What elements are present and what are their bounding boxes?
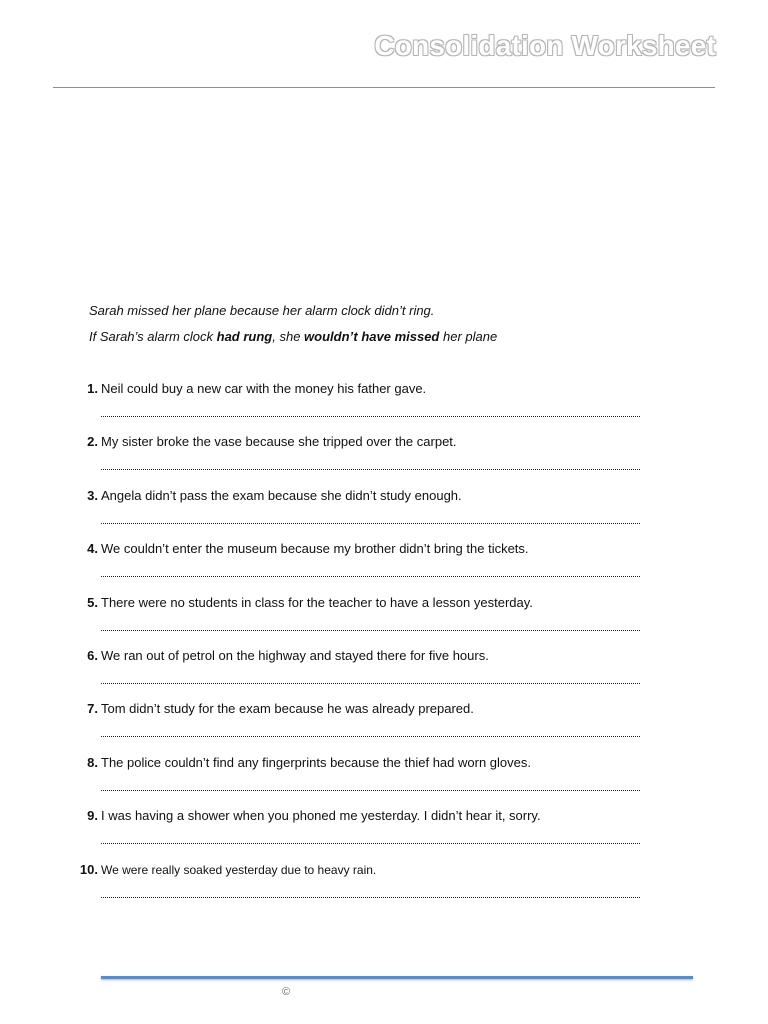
exercise-number: 5. <box>87 594 98 610</box>
answer-line[interactable] <box>101 674 640 684</box>
exercise-number: 1. <box>87 381 98 396</box>
exercise-sentence: We couldn’t enter the museum because my brother didn’t bring the tickets. <box>101 541 529 557</box>
exercise-item <box>72 434 647 487</box>
exercise-number: 8. <box>87 754 98 770</box>
exercise-item <box>72 488 647 541</box>
exercise-number: 10. <box>79 861 98 877</box>
exercise-sentence: Neil could buy a new car with the money his father gave. <box>101 381 427 396</box>
answer-line[interactable] <box>101 727 640 737</box>
example-answer-part: her plane <box>439 329 498 344</box>
exercise-number: 4. <box>87 541 98 557</box>
footer-divider <box>101 976 693 979</box>
exercise-sentence: We ran out of petrol on the highway and stayed there for five hours. <box>101 647 489 663</box>
answer-line[interactable] <box>101 407 640 417</box>
example-answer-bold: had rung <box>216 329 273 344</box>
answer-line[interactable] <box>101 621 640 631</box>
exercise-sentence: We were really soaked yesterday due to heavy rain. <box>101 862 377 877</box>
example-answer-part: If Sarah’s alarm clock <box>89 329 217 344</box>
exercise-sentence: Tom didn’t study for the exam because he was already prepared. <box>101 701 474 717</box>
exercise-list <box>72 381 647 915</box>
page-header-title: Consolidation Worksheet <box>374 30 716 61</box>
exercise-item <box>72 595 647 648</box>
exercise-item <box>72 701 647 754</box>
example-sentence: Sarah missed her plane because her alarm clock didn’t ring. <box>89 303 435 318</box>
exercise-sentence: I was having a shower when you phoned me yesterday. I didn’t hear it, sorry. <box>101 808 541 824</box>
header-divider <box>53 87 715 88</box>
exercise-number: 3. <box>87 487 98 503</box>
exercise-sentence: Angela didn’t pass the exam because she didn’t study enough. <box>101 487 462 503</box>
example-answer-part: , she <box>272 329 305 344</box>
exercise-item <box>72 541 647 594</box>
exercise-item <box>72 648 647 701</box>
exercise-item <box>72 381 647 434</box>
answer-line[interactable] <box>101 567 640 577</box>
example-answer-bold: wouldn’t have missed <box>304 329 440 344</box>
exercise-number: 2. <box>87 434 98 450</box>
exercise-sentence: There were no students in class for the teacher to have a lesson yesterday. <box>101 594 533 610</box>
exercise-number: 6. <box>87 647 98 663</box>
exercise-sentence: The police couldn’t find any fingerprints because the thief had worn gloves. <box>101 754 531 770</box>
copyright-symbol: © <box>282 986 291 998</box>
exercise-sentence: My sister broke the vase because she tripped over the carpet. <box>101 434 457 450</box>
answer-line[interactable] <box>101 781 640 791</box>
answer-line[interactable] <box>101 834 640 844</box>
exercise-item <box>72 808 647 861</box>
exercise-number: 7. <box>87 701 98 717</box>
exercise-item <box>72 755 647 808</box>
answer-line[interactable] <box>101 514 640 524</box>
example-answer <box>89 329 497 344</box>
exercise-item <box>72 862 647 915</box>
answer-line[interactable] <box>101 460 640 470</box>
exercise-number: 9. <box>87 808 98 824</box>
answer-line[interactable] <box>101 888 640 898</box>
